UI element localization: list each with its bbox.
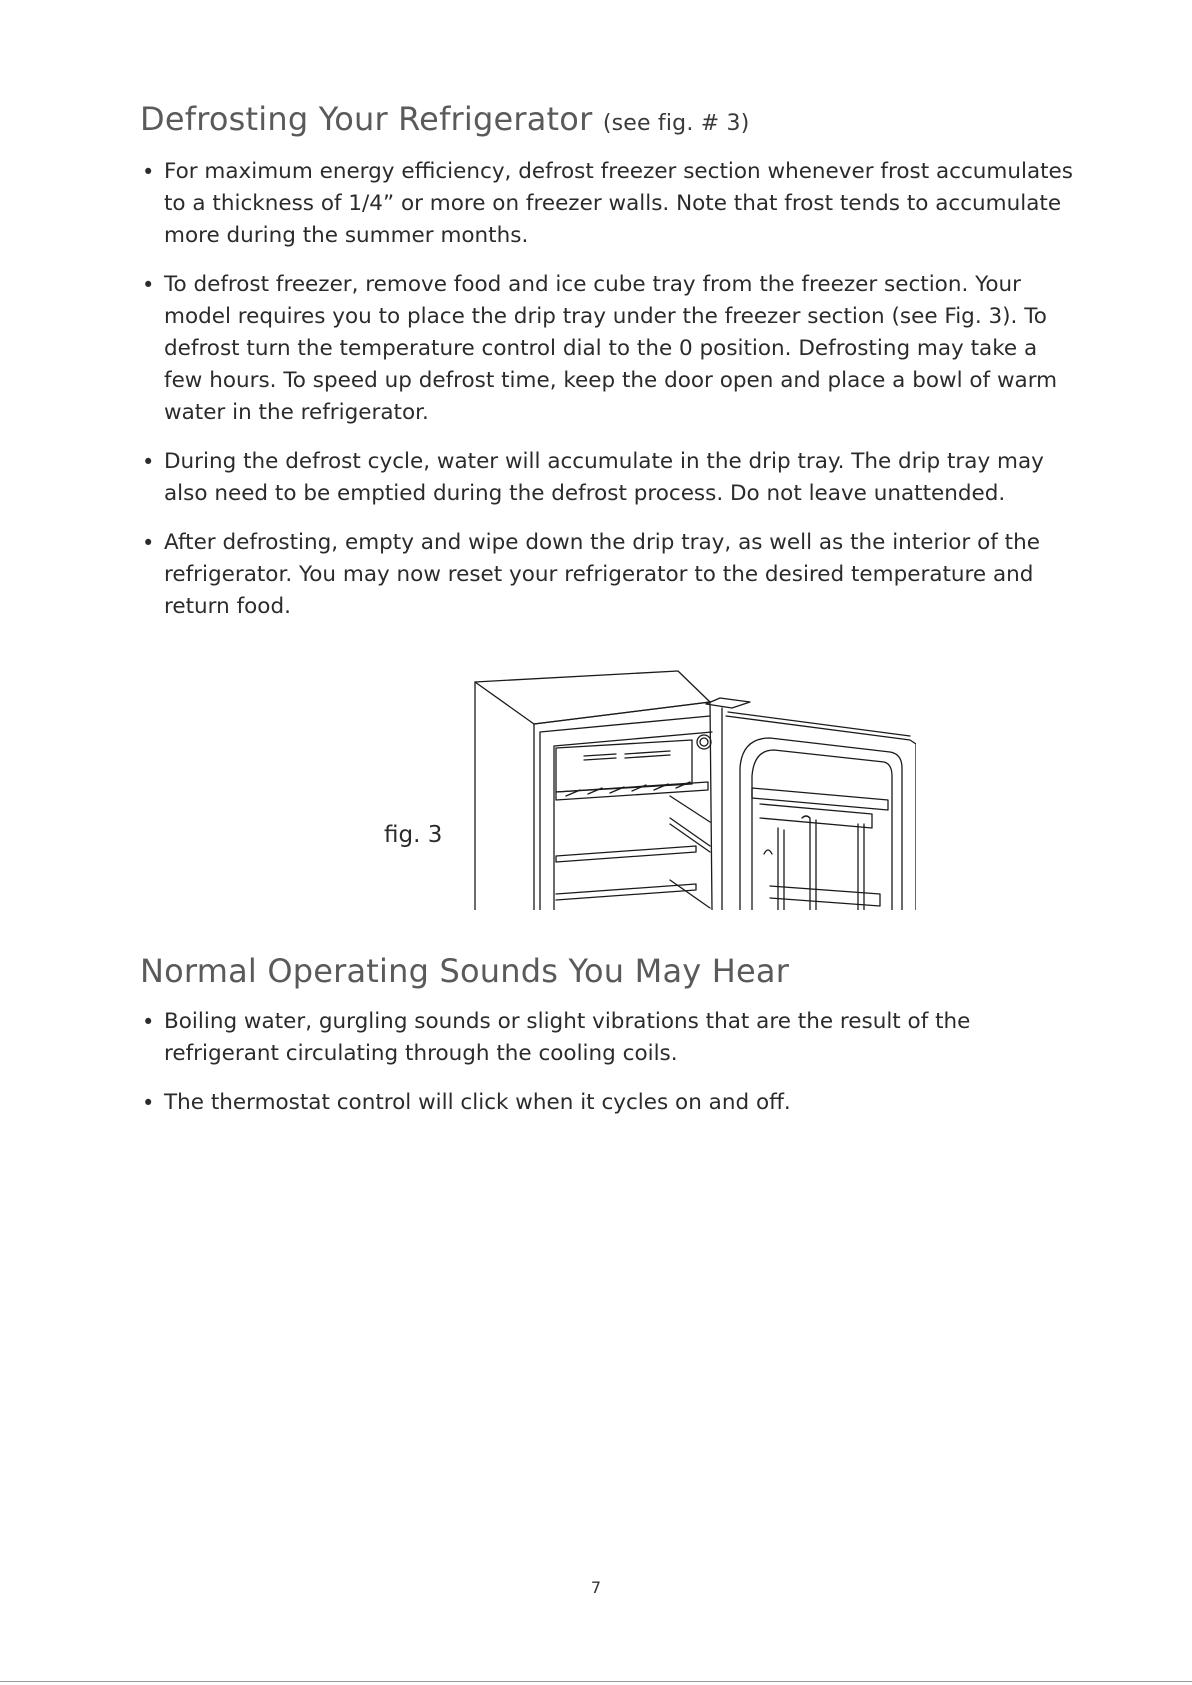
list-item	[140, 527, 1080, 623]
list-item-text: After defrosting, empty and wipe down the drip tray, as well as the interior of the refrigerator. You may now reset your refrigerator to the desired temperature and return food.	[164, 530, 1040, 619]
bullet-icon: •	[142, 1091, 155, 1115]
heading-title: Defrosting Your Refrigerator	[140, 100, 593, 138]
list-item-text: To defrost freezer, remove food and ice cube tray from the freezer section. Your model requires you to place the drip tray under the freezer section (see Fig. 3). To defrost turn the temperature control dial to the 0 position. Defrosting may take a few hours. To speed up defrost time, keep the door open and place a bowl of warm water in the refrigerator.	[164, 272, 1058, 425]
defrosting-bullet-list	[140, 156, 1080, 640]
list-item-text: For maximum energy efficiency, defrost freezer section whenever frost accumulates to a thickness of 1/4” or more on freezer walls. Note that frost tends to accumulate more during the summer months.	[164, 159, 1073, 248]
bullet-icon: •	[142, 273, 155, 297]
list-item-text: Boiling water, gurgling sounds or slight vibrations that are the result of the refrigerant circulating through the cooling coils.	[164, 1009, 971, 1066]
bullet-icon: •	[142, 160, 155, 184]
list-item	[140, 1087, 1080, 1119]
list-item-text: During the defrost cycle, water will accumulate in the drip tray. The drip tray may also need to be emptied during the defrost process. Do not leave unattended.	[164, 449, 1044, 506]
page-number: 7	[590, 1578, 602, 1597]
list-item	[140, 1006, 1080, 1070]
sounds-bullet-list	[140, 1006, 1080, 1136]
refrigerator-illustration	[470, 668, 916, 910]
list-item	[140, 269, 1080, 429]
heading-figure-reference: (see fig. # 3)	[602, 111, 750, 136]
list-item	[140, 156, 1080, 252]
bullet-icon: •	[142, 450, 155, 474]
list-item	[140, 446, 1080, 510]
bullet-icon: •	[142, 531, 155, 555]
section-heading-defrosting	[140, 100, 750, 138]
bullet-icon: •	[142, 1010, 155, 1034]
figure-caption: fig. 3	[384, 822, 443, 848]
page-bottom-divider	[0, 1681, 1192, 1682]
list-item-text: The thermostat control will click when it cycles on and off.	[164, 1090, 791, 1115]
section-heading-sounds: Normal Operating Sounds You May Hear	[140, 952, 790, 990]
